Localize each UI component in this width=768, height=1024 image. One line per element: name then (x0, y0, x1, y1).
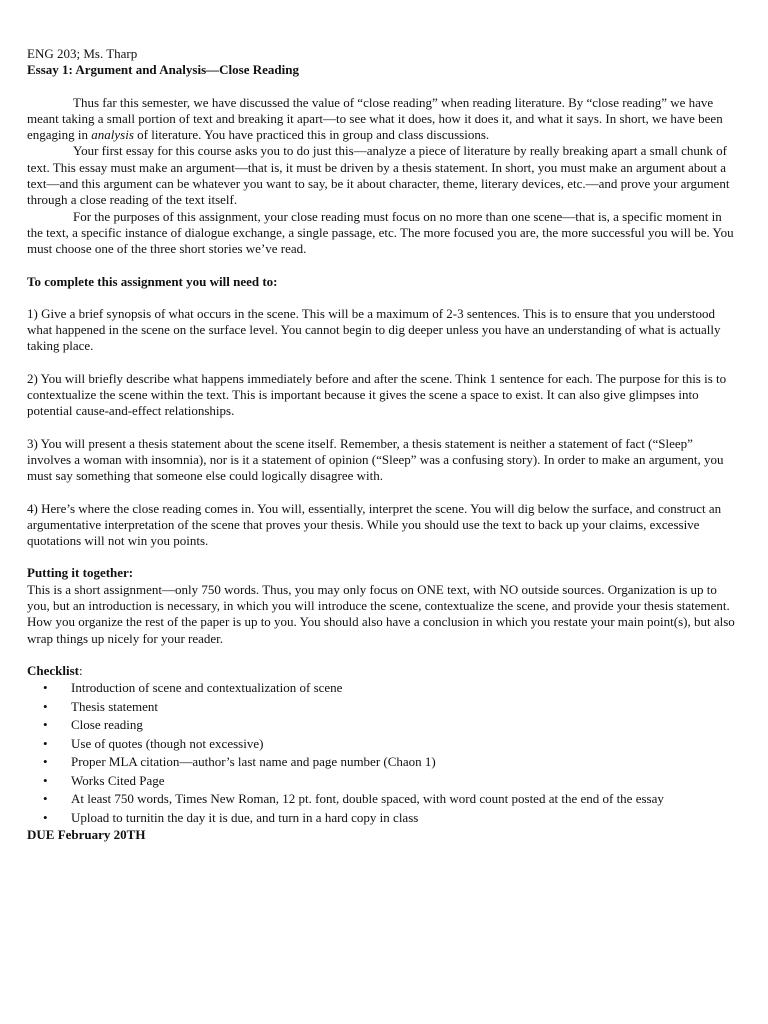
bullet-icon: • (43, 772, 48, 788)
bullet-icon: • (43, 717, 48, 733)
bullet-icon: • (43, 735, 48, 751)
checklist-item (43, 809, 740, 828)
checklist-item (43, 753, 740, 772)
checklist-item-text: Introduction of scene and contextualization of scene (71, 680, 343, 696)
intro-p1-text-a: Thus far this semester, we have discussed the value of “close reading” when reading literature. By “close reading” we have meant taking a small portion of text and breaking it apart—to see what it does, how it does it, and what it says. In short, we have been engaging in (27, 94, 723, 143)
essay-title: Essay 1: Argument and Analysis—Close Reading (27, 62, 299, 78)
intro-paragraph-1 (27, 95, 740, 144)
due-date: DUE February 20TH (27, 827, 146, 843)
checklist-item-text: Proper MLA citation—author’s last name and page number (Chaon 1) (71, 754, 436, 770)
intro-paragraph-2: Your first essay for this course asks you to do just this—analyze a piece of literature by really breaking apart a small chunk of text. This essay must make an argument—that is, it must be driven by a thesis statement. In short, you must make an argument about a text—and this argument can be whatever you want to say, be it about character, theme, literary devices, etc.—and prove your argument through a close reading of the text itself. (27, 143, 730, 208)
checklist-item (43, 772, 740, 791)
course-line: ENG 203; Ms. Tharp (27, 46, 138, 61)
checklist-item-text: Thesis statement (71, 698, 159, 714)
checklist-heading-text: Checklist (27, 662, 79, 678)
step-2: 2) You will briefly describe what happens immediately before and after the scene. Think 1 sentence for each. The purpose for this is to contextualize the scene within the text. This is important because it gives the scene a space to exist. It can also give glimpses into potential cause-and-effect relationships. (27, 370, 727, 419)
checklist-item-text: At least 750 words, Times New Roman, 12 pt. font, double spaced, with word count posted at the end of the essay (71, 791, 664, 807)
step-1: 1) Give a brief synopsis of what occurs in the scene. This will be a maximum of 2-3 sentences. This is to ensure that you understood what happened in the scene on the surface level. You cannot begin to dig deeper unless you have an understanding of what is actually taking place. (27, 305, 721, 354)
checklist-heading (27, 663, 740, 679)
intro-paragraph-3: For the purposes of this assignment, your close reading must focus on no more than one scene—that is, a specific moment in the text, a specific instance of dialogue exchange, a single passage, etc. The more focused you are, the more successful you will be. You must choose one of the three short stories we’ve read. (27, 208, 734, 257)
checklist-item-text: Close reading (71, 717, 143, 733)
step-4: 4) Here’s where the close reading comes in. You will, essentially, interpret the scene. You will dig below the surface, and construct an argumentative interpretation of the scene that proves your thesis. While you should use the text to back up your claims, excessive quotations will not win you points. (27, 500, 722, 549)
bullet-icon: • (43, 754, 48, 770)
bullet-icon: • (43, 791, 48, 807)
intro-p1-text-b: of literature. You have practiced this in group and class discussions. (133, 127, 490, 143)
checklist-item-text: Works Cited Page (71, 772, 165, 788)
checklist-heading-colon: : (79, 662, 83, 678)
checklist-item (43, 790, 740, 809)
steps-heading: To complete this assignment you will need to: (27, 273, 278, 289)
checklist-item (43, 735, 740, 754)
bullet-icon: • (43, 809, 48, 825)
checklist-item-text: Upload to turnitin the day it is due, and turn in a hard copy in class (71, 809, 419, 825)
checklist-item (43, 716, 740, 735)
together-heading: Putting it together: (27, 565, 134, 581)
checklist-item (43, 679, 740, 698)
checklist (27, 679, 740, 827)
bullet-icon: • (43, 680, 48, 696)
bullet-icon: • (43, 698, 48, 714)
checklist-item-text: Use of quotes (though not excessive) (71, 735, 264, 751)
step-3: 3) You will present a thesis statement about the scene itself. Remember, a thesis statement is neither a statement of fact (“Sleep” involves a woman with insomnia), nor is it a statement of opinion (“Sleep” was a confusing story). In order to make an argument, you must say something that someone else could logically disagree with. (27, 435, 724, 484)
together-body: This is a short assignment—only 750 words. Thus, you may only focus on ONE text, with NO outside sources. Organization is up to you, but an introduction is necessary, in which you will introduce the scene, contextualize the scene, and provide your thesis statement. How you organize the rest of the paper is up to you. You should also have a conclusion in which you restate your main point(s), but also wrap things up nicely for your reader. (27, 581, 735, 646)
intro-p1-emphasis: analysis (91, 127, 134, 143)
checklist-item (43, 698, 740, 717)
